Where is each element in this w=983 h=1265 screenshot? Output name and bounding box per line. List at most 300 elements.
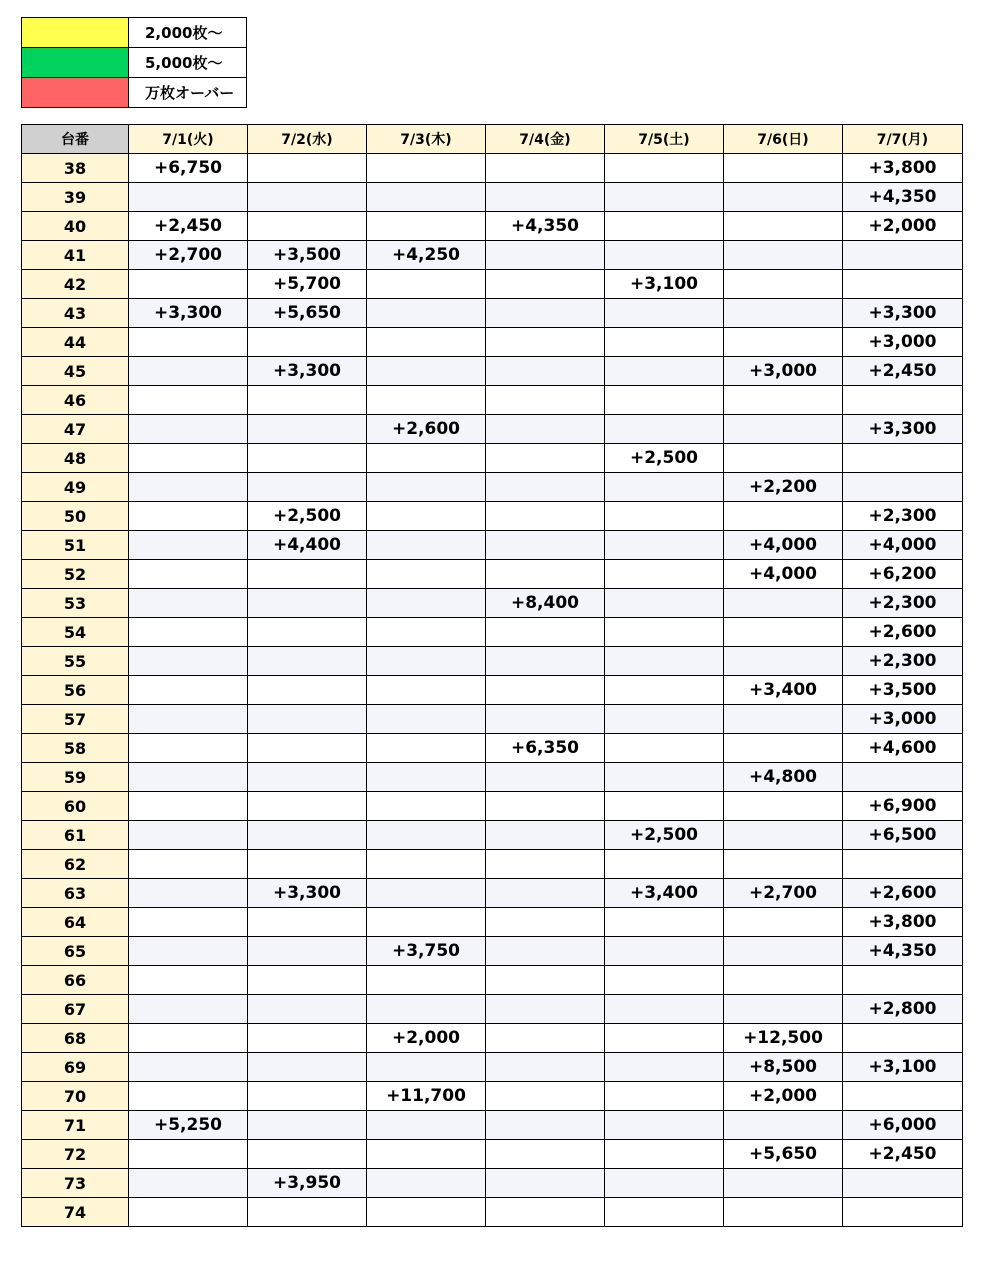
- result-cell: [486, 444, 605, 473]
- result-cell: [486, 154, 605, 183]
- result-cell: [367, 676, 486, 705]
- result-cell: [129, 705, 248, 734]
- result-cell: [129, 647, 248, 676]
- result-cell: +4,800: [724, 763, 843, 792]
- machine-number: 70: [22, 1082, 129, 1111]
- result-cell: +3,100: [605, 270, 724, 299]
- result-cell: +3,750: [367, 937, 486, 966]
- result-cell: [129, 415, 248, 444]
- result-cell: [486, 879, 605, 908]
- result-cell: [724, 1111, 843, 1140]
- result-cell: +5,700: [248, 270, 367, 299]
- result-cell: +2,500: [248, 502, 367, 531]
- result-cell: [724, 908, 843, 937]
- result-cell: +5,650: [248, 299, 367, 328]
- result-cell: [248, 792, 367, 821]
- result-cell: [724, 328, 843, 357]
- result-cell: +3,000: [843, 705, 963, 734]
- legend-swatch: [22, 48, 129, 78]
- result-cell: [486, 1053, 605, 1082]
- result-cell: [605, 183, 724, 212]
- table-row: [22, 560, 963, 589]
- result-cell: +4,400: [248, 531, 367, 560]
- result-cell: [248, 995, 367, 1024]
- result-cell: [605, 415, 724, 444]
- table-row: [22, 386, 963, 415]
- result-cell: [724, 154, 843, 183]
- table-row: [22, 183, 963, 212]
- table-row: [22, 879, 963, 908]
- result-cell: [605, 850, 724, 879]
- machine-number: 64: [22, 908, 129, 937]
- result-cell: [248, 937, 367, 966]
- machine-number: 72: [22, 1140, 129, 1169]
- result-cell: +12,500: [724, 1024, 843, 1053]
- result-cell: [486, 792, 605, 821]
- result-cell: [367, 444, 486, 473]
- table-row: [22, 908, 963, 937]
- result-cell: [367, 763, 486, 792]
- legend-label: 万枚オーバー: [129, 78, 247, 108]
- result-cell: [843, 241, 963, 270]
- result-cell: [367, 589, 486, 618]
- result-cell: [605, 386, 724, 415]
- result-cell: [843, 966, 963, 995]
- result-cell: [605, 618, 724, 647]
- table-row: [22, 705, 963, 734]
- result-cell: +3,400: [605, 879, 724, 908]
- result-cell: [843, 473, 963, 502]
- result-cell: +6,350: [486, 734, 605, 763]
- result-cell: [248, 1082, 367, 1111]
- result-cell: [367, 792, 486, 821]
- result-cell: [129, 1024, 248, 1053]
- result-cell: [248, 908, 367, 937]
- result-cell: +2,500: [605, 821, 724, 850]
- result-cell: [724, 386, 843, 415]
- result-cell: [129, 850, 248, 879]
- machine-number: 54: [22, 618, 129, 647]
- header-row: [22, 125, 963, 154]
- result-cell: [843, 444, 963, 473]
- result-cell: [486, 995, 605, 1024]
- table-row: [22, 357, 963, 386]
- result-cell: [724, 1198, 843, 1227]
- result-cell: [605, 299, 724, 328]
- machine-number: 63: [22, 879, 129, 908]
- result-cell: [129, 444, 248, 473]
- result-cell: [367, 1111, 486, 1140]
- result-cell: [248, 1198, 367, 1227]
- result-cell: [486, 908, 605, 937]
- result-cell: [248, 154, 367, 183]
- result-cell: +2,200: [724, 473, 843, 502]
- result-cell: [605, 1082, 724, 1111]
- machine-number: 48: [22, 444, 129, 473]
- result-cell: [486, 850, 605, 879]
- result-cell: +2,000: [367, 1024, 486, 1053]
- machine-number: 49: [22, 473, 129, 502]
- result-cell: [129, 734, 248, 763]
- result-cell: [724, 821, 843, 850]
- result-cell: [843, 270, 963, 299]
- result-cell: [129, 183, 248, 212]
- result-cell: [605, 589, 724, 618]
- result-cell: [129, 908, 248, 937]
- result-cell: [486, 560, 605, 589]
- legend: [21, 17, 247, 108]
- result-cell: [605, 328, 724, 357]
- table-row: [22, 618, 963, 647]
- result-cell: [605, 241, 724, 270]
- table-row: [22, 763, 963, 792]
- table-row: [22, 937, 963, 966]
- result-cell: [248, 763, 367, 792]
- table-row: [22, 270, 963, 299]
- result-cell: [248, 618, 367, 647]
- table-row: [22, 676, 963, 705]
- machine-number: 56: [22, 676, 129, 705]
- result-cell: [248, 589, 367, 618]
- result-cell: +2,300: [843, 502, 963, 531]
- result-cell: [486, 966, 605, 995]
- result-cell: [605, 560, 724, 589]
- result-cell: [129, 937, 248, 966]
- result-cell: +6,200: [843, 560, 963, 589]
- result-cell: +3,300: [843, 299, 963, 328]
- result-cell: [248, 734, 367, 763]
- result-cell: [129, 531, 248, 560]
- table-row: [22, 1140, 963, 1169]
- result-cell: +2,600: [843, 879, 963, 908]
- machine-number: 44: [22, 328, 129, 357]
- result-cell: [486, 763, 605, 792]
- legend-swatch: [22, 78, 129, 108]
- result-cell: [367, 1198, 486, 1227]
- result-cell: [724, 995, 843, 1024]
- result-cell: [724, 270, 843, 299]
- result-cell: [129, 1082, 248, 1111]
- result-cell: +8,400: [486, 589, 605, 618]
- result-cell: [724, 792, 843, 821]
- result-cell: [605, 995, 724, 1024]
- result-cell: [724, 241, 843, 270]
- result-cell: [486, 647, 605, 676]
- table-row: [22, 415, 963, 444]
- result-cell: [367, 328, 486, 357]
- result-cell: [248, 850, 367, 879]
- result-cell: +3,500: [248, 241, 367, 270]
- result-cell: [605, 1198, 724, 1227]
- result-cell: [724, 299, 843, 328]
- result-cell: [486, 1169, 605, 1198]
- result-cell: +5,250: [129, 1111, 248, 1140]
- result-cell: [367, 473, 486, 502]
- result-cell: [367, 299, 486, 328]
- machine-number-header: 台番: [22, 125, 129, 154]
- date-header: 7/3(木): [367, 125, 486, 154]
- result-cell: +6,000: [843, 1111, 963, 1140]
- result-cell: [605, 966, 724, 995]
- table-row: [22, 299, 963, 328]
- machine-number: 62: [22, 850, 129, 879]
- result-cell: [605, 1024, 724, 1053]
- result-cell: [724, 502, 843, 531]
- result-cell: [843, 1198, 963, 1227]
- result-cell: +2,000: [843, 212, 963, 241]
- machine-number: 67: [22, 995, 129, 1024]
- result-cell: [367, 1169, 486, 1198]
- result-cell: +3,950: [248, 1169, 367, 1198]
- table-row: [22, 502, 963, 531]
- machine-number: 73: [22, 1169, 129, 1198]
- result-cell: [129, 1198, 248, 1227]
- result-cell: [129, 792, 248, 821]
- result-cell: +6,750: [129, 154, 248, 183]
- result-cell: [129, 473, 248, 502]
- result-cell: [129, 1169, 248, 1198]
- machine-number: 69: [22, 1053, 129, 1082]
- table-row: [22, 821, 963, 850]
- result-cell: [129, 879, 248, 908]
- table-row: [22, 473, 963, 502]
- result-cell: [367, 183, 486, 212]
- legend-swatch: [22, 18, 129, 48]
- result-cell: [129, 386, 248, 415]
- result-cell: +4,250: [367, 241, 486, 270]
- machine-number: 50: [22, 502, 129, 531]
- result-cell: [248, 444, 367, 473]
- result-cell: [605, 908, 724, 937]
- machine-number: 60: [22, 792, 129, 821]
- table-row: [22, 1111, 963, 1140]
- result-cell: +4,350: [843, 937, 963, 966]
- result-cell: [129, 1140, 248, 1169]
- result-cell: [486, 415, 605, 444]
- result-cell: [248, 1140, 367, 1169]
- result-cell: +3,000: [724, 357, 843, 386]
- result-cell: [843, 1082, 963, 1111]
- machine-number: 45: [22, 357, 129, 386]
- result-cell: +2,300: [843, 589, 963, 618]
- result-cell: [248, 821, 367, 850]
- result-cell: [129, 618, 248, 647]
- date-header: 7/5(土): [605, 125, 724, 154]
- result-cell: +3,500: [843, 676, 963, 705]
- result-cell: [248, 647, 367, 676]
- result-cell: [367, 705, 486, 734]
- result-cell: [486, 473, 605, 502]
- result-cell: [129, 589, 248, 618]
- result-cell: [605, 734, 724, 763]
- result-cell: [367, 995, 486, 1024]
- result-cell: [724, 444, 843, 473]
- result-cell: [605, 705, 724, 734]
- result-cell: [129, 357, 248, 386]
- result-cell: [724, 212, 843, 241]
- table-row: [22, 966, 963, 995]
- result-cell: [367, 154, 486, 183]
- result-cell: +2,600: [367, 415, 486, 444]
- result-cell: [486, 821, 605, 850]
- result-cell: +4,000: [724, 560, 843, 589]
- result-cell: [367, 647, 486, 676]
- table-row: [22, 647, 963, 676]
- result-cell: +3,300: [843, 415, 963, 444]
- machine-number: 57: [22, 705, 129, 734]
- result-cell: [248, 1111, 367, 1140]
- table-row: [22, 1169, 963, 1198]
- date-header: 7/2(水): [248, 125, 367, 154]
- result-cell: +2,450: [843, 357, 963, 386]
- result-cell: [486, 531, 605, 560]
- result-cell: +4,600: [843, 734, 963, 763]
- result-cell: +4,350: [486, 212, 605, 241]
- machine-number: 40: [22, 212, 129, 241]
- table-row: [22, 154, 963, 183]
- result-cell: [248, 705, 367, 734]
- result-cell: [367, 357, 486, 386]
- result-cell: [367, 560, 486, 589]
- result-cell: [486, 618, 605, 647]
- result-cell: +11,700: [367, 1082, 486, 1111]
- machine-number: 47: [22, 415, 129, 444]
- machine-number: 65: [22, 937, 129, 966]
- result-cell: [486, 328, 605, 357]
- result-cell: [248, 1024, 367, 1053]
- legend-label: 5,000枚～: [129, 48, 247, 78]
- result-cell: [724, 415, 843, 444]
- table-row: [22, 531, 963, 560]
- result-cell: [367, 1053, 486, 1082]
- date-header: 7/4(金): [486, 125, 605, 154]
- machine-number: 61: [22, 821, 129, 850]
- machine-number: 43: [22, 299, 129, 328]
- result-cell: [129, 676, 248, 705]
- result-cell: [248, 386, 367, 415]
- result-cell: [843, 386, 963, 415]
- result-cell: [367, 879, 486, 908]
- machine-number: 51: [22, 531, 129, 560]
- result-cell: +6,500: [843, 821, 963, 850]
- result-cell: +2,600: [843, 618, 963, 647]
- result-cell: [367, 1140, 486, 1169]
- machine-number: 68: [22, 1024, 129, 1053]
- result-cell: +4,000: [724, 531, 843, 560]
- machine-number: 58: [22, 734, 129, 763]
- result-cell: [367, 908, 486, 937]
- result-cell: [129, 995, 248, 1024]
- result-cell: [724, 589, 843, 618]
- machine-number: 42: [22, 270, 129, 299]
- result-cell: [248, 473, 367, 502]
- table-row: [22, 850, 963, 879]
- result-cell: [724, 850, 843, 879]
- result-cell: [605, 502, 724, 531]
- result-cell: [605, 1053, 724, 1082]
- legend-label: 2,000枚～: [129, 18, 247, 48]
- date-header: 7/7(月): [843, 125, 963, 154]
- result-cell: +2,500: [605, 444, 724, 473]
- table-row: [22, 589, 963, 618]
- machine-number: 39: [22, 183, 129, 212]
- result-cell: +3,000: [843, 328, 963, 357]
- result-cell: [724, 183, 843, 212]
- date-header: 7/6(日): [724, 125, 843, 154]
- result-cell: [724, 966, 843, 995]
- result-cell: +3,800: [843, 154, 963, 183]
- result-cell: [843, 1024, 963, 1053]
- machine-number: 53: [22, 589, 129, 618]
- result-cell: [248, 560, 367, 589]
- result-cell: [486, 386, 605, 415]
- result-cell: +2,450: [129, 212, 248, 241]
- table-row: [22, 1053, 963, 1082]
- result-cell: +2,450: [843, 1140, 963, 1169]
- result-cell: +3,300: [248, 879, 367, 908]
- result-cell: [605, 212, 724, 241]
- result-cell: [486, 502, 605, 531]
- machine-number: 71: [22, 1111, 129, 1140]
- machine-number: 46: [22, 386, 129, 415]
- result-cell: [129, 270, 248, 299]
- result-cell: [605, 357, 724, 386]
- result-cell: +3,100: [843, 1053, 963, 1082]
- result-cell: [724, 937, 843, 966]
- result-cell: [129, 763, 248, 792]
- machine-number: 38: [22, 154, 129, 183]
- result-cell: [367, 966, 486, 995]
- results-table: [21, 124, 963, 1227]
- result-cell: [724, 618, 843, 647]
- result-cell: [486, 1111, 605, 1140]
- result-cell: [724, 705, 843, 734]
- result-cell: +2,300: [843, 647, 963, 676]
- result-cell: [724, 647, 843, 676]
- result-cell: [248, 328, 367, 357]
- result-cell: [486, 241, 605, 270]
- machine-number: 74: [22, 1198, 129, 1227]
- result-cell: +4,000: [843, 531, 963, 560]
- result-cell: [605, 1111, 724, 1140]
- result-cell: [129, 821, 248, 850]
- result-cell: [367, 386, 486, 415]
- result-cell: [605, 154, 724, 183]
- table-row: [22, 1082, 963, 1111]
- result-cell: [367, 502, 486, 531]
- result-cell: [248, 415, 367, 444]
- result-cell: [486, 1082, 605, 1111]
- result-cell: [248, 676, 367, 705]
- result-cell: [486, 299, 605, 328]
- result-cell: [367, 821, 486, 850]
- table-row: [22, 1024, 963, 1053]
- result-cell: [486, 937, 605, 966]
- result-cell: [367, 618, 486, 647]
- result-cell: [486, 357, 605, 386]
- result-cell: [724, 1169, 843, 1198]
- result-cell: +2,800: [843, 995, 963, 1024]
- result-cell: [605, 763, 724, 792]
- result-cell: [248, 1053, 367, 1082]
- result-cell: +3,300: [248, 357, 367, 386]
- result-cell: +2,700: [129, 241, 248, 270]
- result-cell: [843, 763, 963, 792]
- result-cell: +3,800: [843, 908, 963, 937]
- result-cell: [486, 1024, 605, 1053]
- result-cell: [129, 966, 248, 995]
- result-cell: [367, 734, 486, 763]
